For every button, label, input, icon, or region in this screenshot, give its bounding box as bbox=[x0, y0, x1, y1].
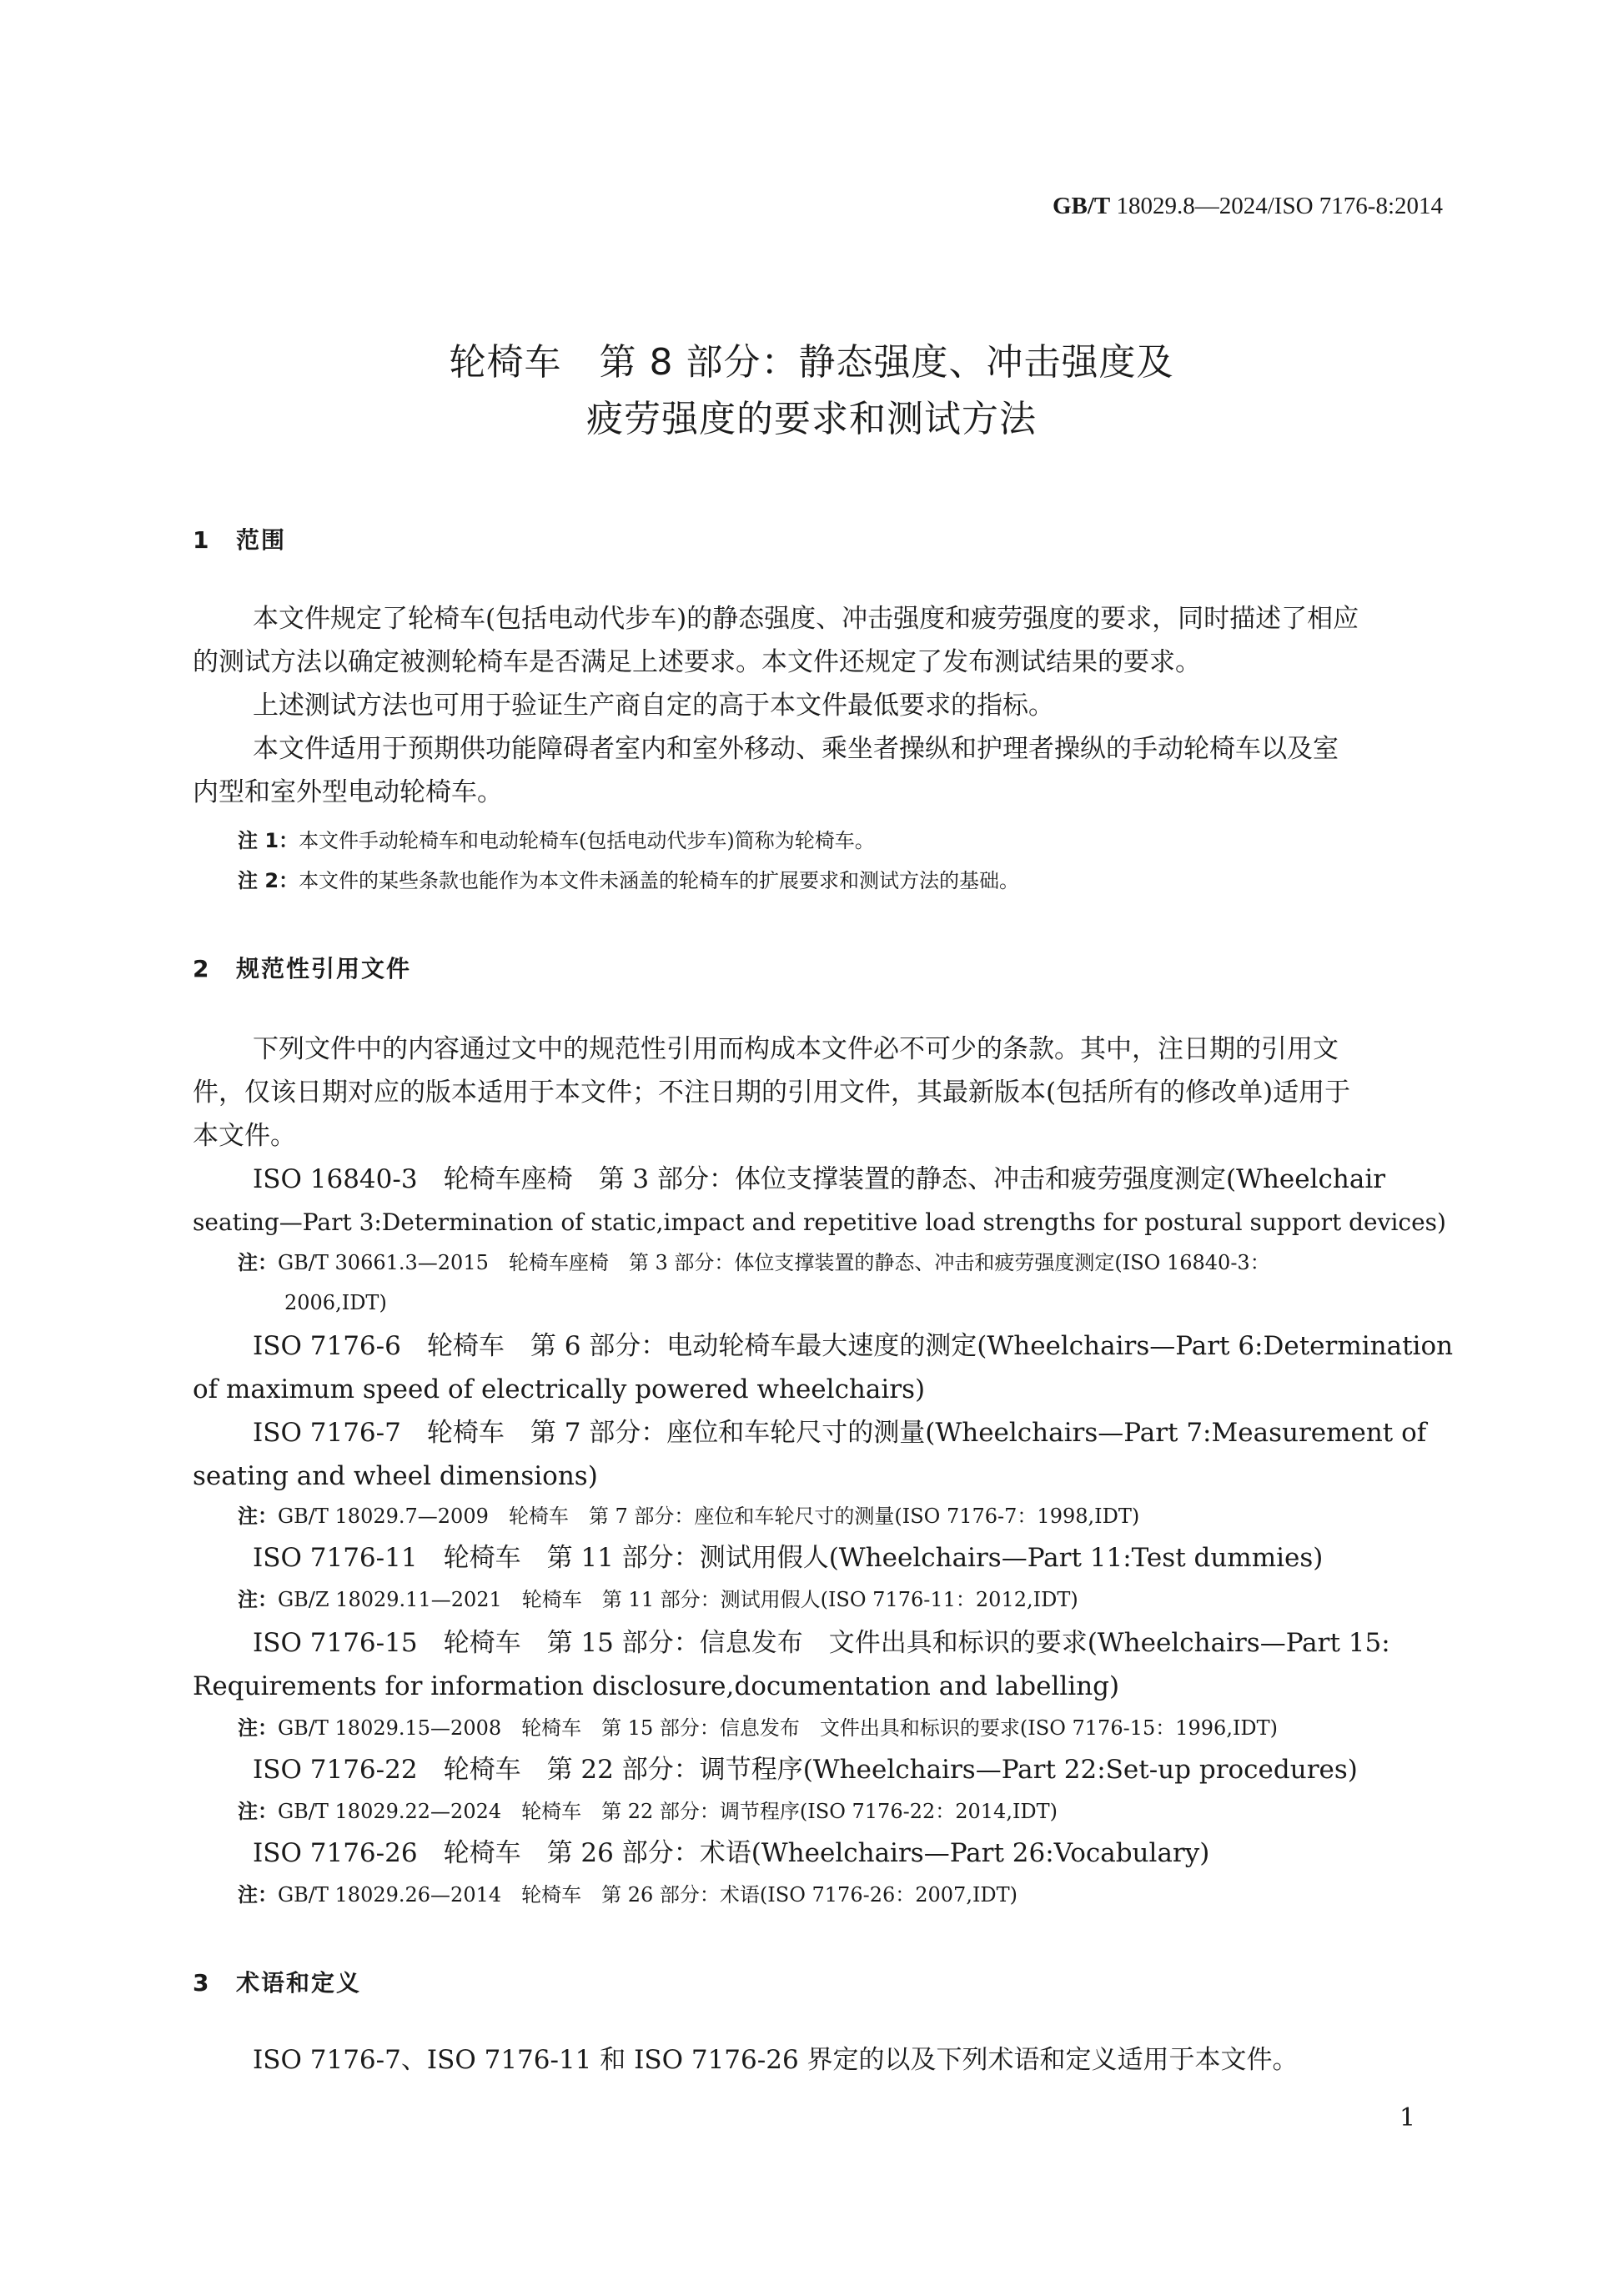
section-title: 规范性引用文件 bbox=[236, 955, 412, 982]
section-number: 1 bbox=[193, 526, 211, 554]
section-number: 2 bbox=[193, 955, 211, 982]
scope-paragraph-3-line-2: 内型和室外型电动轮椅车。 bbox=[193, 777, 503, 807]
note-label: 注： bbox=[238, 1588, 278, 1611]
note-text: GB/T 30661.3—2015 轮椅车座椅 第 3 部分：体位支撑装置的静态、冲击和疲劳强度测定(ISO 16840-3： bbox=[278, 1251, 1270, 1274]
reference-iso-16840-3-line-2: seating—Part 3:Determination of static,impact and repetitive load strengths for postural support devices) bbox=[193, 1208, 1446, 1236]
note-label: 注： bbox=[238, 1716, 278, 1740]
section-3-heading bbox=[193, 1965, 361, 1998]
note-text: GB/T 18029.22—2024 轮椅车 第 22 部分：调节程序(ISO 7176-22：2014,IDT) bbox=[278, 1800, 1058, 1823]
refs-intro-line-3: 本文件。 bbox=[193, 1121, 296, 1151]
reference-iso-7176-15-line-1: ISO 7176-15 轮椅车 第 15 部分：信息发布 文件出具和标识的要求(Wheelchairs—Part 15: bbox=[253, 1628, 1390, 1658]
reference-iso-7176-26: ISO 7176-26 轮椅车 第 26 部分：术语(Wheelchairs—Part 26:Vocabulary) bbox=[253, 1838, 1210, 1868]
note-label: 注： bbox=[238, 1251, 278, 1274]
document-title-line-2: 疲劳强度的要求和测试方法 bbox=[586, 398, 1037, 440]
reference-iso-16840-3-line-1: ISO 16840-3 轮椅车座椅 第 3 部分：体位支撑装置的静态、冲击和疲劳强度测定(Wheelchair bbox=[253, 1164, 1386, 1194]
document-title-line-1: 轮椅车 第 8 部分：静态强度、冲击强度及 bbox=[449, 341, 1174, 384]
reference-iso-7176-15-line-2: Requirements for information disclosure,documentation and labelling) bbox=[193, 1671, 1120, 1701]
standard-number-header bbox=[834, 193, 1443, 220]
section-number: 3 bbox=[193, 1969, 211, 1997]
scope-paragraph-2: 上述测试方法也可用于验证生产商自定的高于本文件最低要求的指标。 bbox=[253, 691, 1054, 721]
note-text: GB/T 18029.15—2008 轮椅车 第 15 部分：信息发布 文件出具和标识的要求(ISO 7176-15：1996,IDT) bbox=[278, 1716, 1279, 1740]
standard-code: GB/T bbox=[1052, 193, 1111, 219]
scope-paragraph-1-line-2: 的测试方法以确定被测轮椅车是否满足上述要求。本文件还规定了发布测试结果的要求。 bbox=[193, 647, 1201, 677]
note-text: GB/Z 18029.11—2021 轮椅车 第 11 部分：测试用假人(ISO 7176-11：2012,IDT) bbox=[278, 1588, 1078, 1611]
scope-paragraph-3-line-1: 本文件适用于预期供功能障碍者室内和室外移动、乘坐者操纵和护理者操纵的手动轮椅车以及室 bbox=[253, 734, 1339, 764]
reference-iso-7176-11: ISO 7176-11 轮椅车 第 11 部分：测试用假人(Wheelchairs—Part 11:Test dummies) bbox=[253, 1543, 1324, 1573]
reference-note-1-continuation: 2006,IDT) bbox=[284, 1291, 387, 1314]
note-label: 注： bbox=[238, 1800, 278, 1823]
scope-note-2 bbox=[238, 867, 1019, 894]
note-label: 注： bbox=[238, 1505, 278, 1528]
page-number: 1 bbox=[1399, 2103, 1416, 2133]
reference-note-7 bbox=[238, 1882, 1018, 1908]
scope-paragraph-1-line-1: 本文件规定了轮椅车(包括电动代步车)的静态强度、冲击强度和疲劳强度的要求，同时描述了相应 bbox=[253, 604, 1359, 634]
section-2-heading bbox=[193, 951, 411, 984]
note-text: GB/T 18029.7—2009 轮椅车 第 7 部分：座位和车轮尺寸的测量(ISO 7176-7：1998,IDT) bbox=[278, 1505, 1140, 1528]
standard-number: 18029.8—2024/ISO 7176-8:2014 bbox=[1116, 193, 1443, 219]
reference-note-6 bbox=[238, 1798, 1058, 1825]
note-label: 注： bbox=[238, 1883, 278, 1907]
reference-iso-7176-22: ISO 7176-22 轮椅车 第 22 部分：调节程序(Wheelchairs—Part 22:Set-up procedures) bbox=[253, 1755, 1358, 1785]
note-text: GB/T 18029.26—2014 轮椅车 第 26 部分：术语(ISO 7176-26：2007,IDT) bbox=[278, 1883, 1018, 1907]
reference-iso-7176-6-line-2: of maximum speed of electrically powered wheelchairs) bbox=[193, 1374, 926, 1404]
reference-note-1 bbox=[238, 1249, 1270, 1276]
reference-iso-7176-7-line-2: seating and wheel dimensions) bbox=[193, 1461, 598, 1491]
scope-note-1 bbox=[238, 827, 875, 854]
note-label: 注 2： bbox=[238, 869, 299, 892]
refs-intro-line-2: 件，仅该日期对应的版本适用于本文件；不注日期的引用文件，其最新版本(包括所有的修改单)适用于 bbox=[193, 1078, 1351, 1108]
reference-note-4 bbox=[238, 1586, 1078, 1613]
reference-iso-7176-6-line-1: ISO 7176-6 轮椅车 第 6 部分：电动轮椅车最大速度的测定(Wheelchairs—Part 6:Determination bbox=[253, 1331, 1454, 1361]
note-label: 注 1： bbox=[238, 829, 299, 852]
reference-note-3 bbox=[238, 1503, 1139, 1530]
note-text: 本文件手动轮椅车和电动轮椅车(包括电动代步车)简称为轮椅车。 bbox=[299, 829, 875, 852]
reference-note-5 bbox=[238, 1715, 1278, 1741]
terms-intro: ISO 7176-7、ISO 7176-11 和 ISO 7176-26 界定的以及下列术语和定义适用于本文件。 bbox=[253, 2045, 1299, 2075]
section-title: 范围 bbox=[236, 526, 287, 554]
reference-iso-7176-7-line-1: ISO 7176-7 轮椅车 第 7 部分：座位和车轮尺寸的测量(Wheelchairs—Part 7:Measurement of bbox=[253, 1418, 1427, 1448]
section-1-heading bbox=[193, 522, 286, 555]
refs-intro-line-1: 下列文件中的内容通过文中的规范性引用而构成本文件必不可少的条款。其中，注日期的引用文 bbox=[253, 1034, 1339, 1064]
section-title: 术语和定义 bbox=[236, 1969, 362, 1997]
note-text: 本文件的某些条款也能作为本文件未涵盖的轮椅车的扩展要求和测试方法的基础。 bbox=[299, 869, 1020, 892]
